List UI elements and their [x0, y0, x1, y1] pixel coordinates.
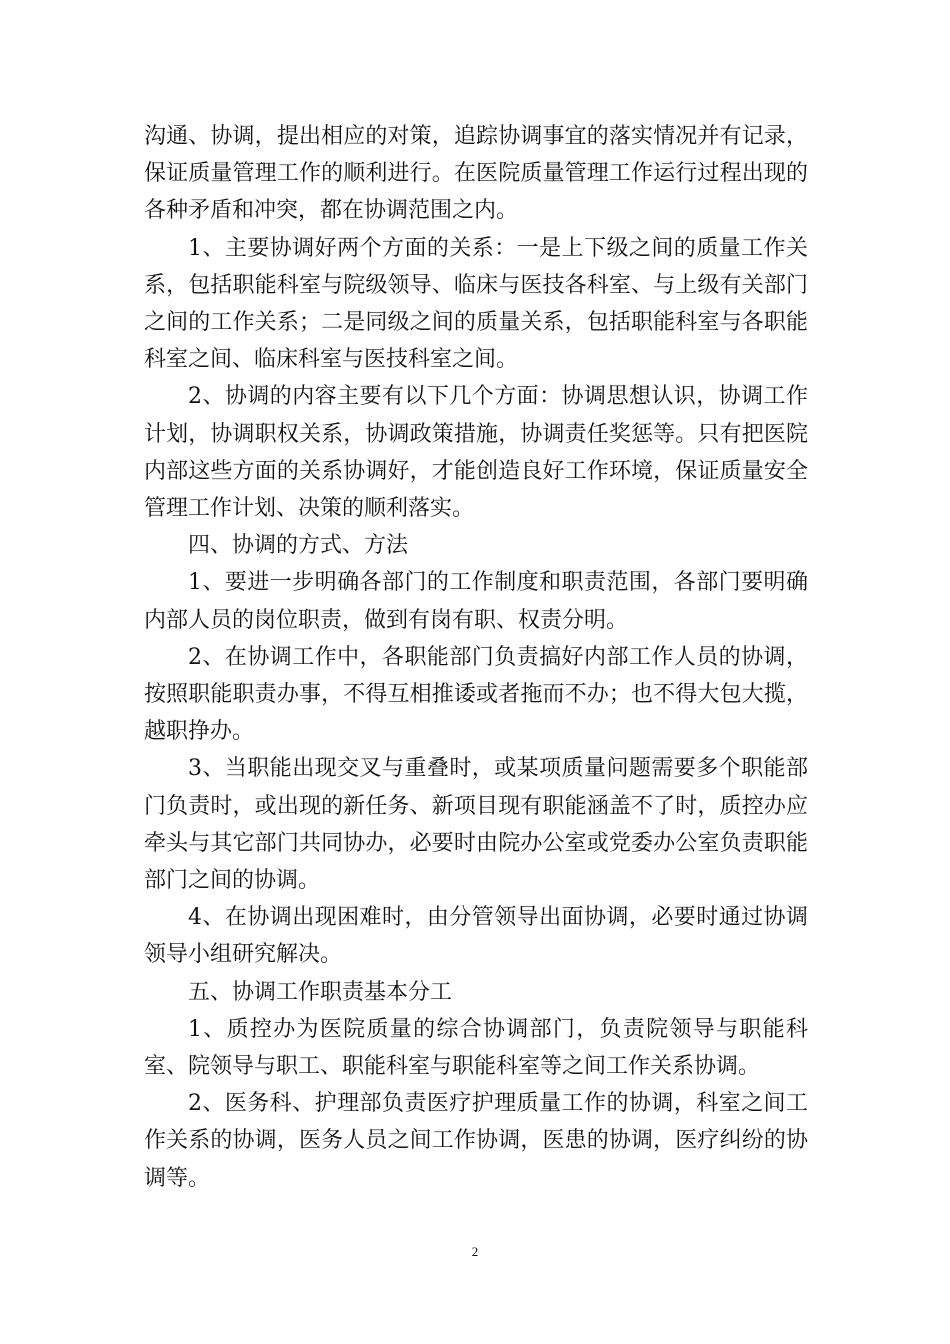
paragraph-item-4-2: 2、在协调工作中，各职能部门负责搞好内部工作人员的协调，按照职能职责办事，不得互相推诿或者拖而不办；也不得大包大揽，越职挣办。: [144, 644, 808, 745]
paragraph-item-1: 1、主要协调好两个方面的关系：一是上下级之间的质量工作关系，包括职能科室与院级领导、临床与医技各科室、与上级有关部门之间的工作关系；二是同级之间的质量关系，包括职能科室与各职能科室之间、临床科室与医技科室之间。: [144, 235, 808, 373]
paragraph-item-4-4: 4、在协调出现困难时，由分管领导出面协调，必要时通过协调领导小组研究解决。: [144, 905, 808, 968]
paragraph-item-5-1: 1、质控办为医院质量的综合协调部门，负责院领导与职能科室、院领导与职工、职能科室与职能科室等之间工作关系协调。: [144, 1016, 808, 1080]
paragraph-item-4-1: 1、要进一步明确各部门的工作制度和职责范围，各部门要明确内部人员的岗位职责，做到有岗有职、权责分明。: [144, 570, 808, 633]
section-heading-5: 五、协调工作职责基本分工: [188, 979, 453, 1005]
page-number: 2: [471, 1244, 479, 1259]
paragraph-item-5-2: 2、医务科、护理部负责医疗护理质量工作的协调，科室之间工作关系的协调，医务人员之间工作协调，医患的协调，医疗纠纷的协调等。: [144, 1091, 808, 1191]
document-body: [144, 118, 808, 1197]
paragraph-item-4-3: 3、当职能出现交叉与重叠时，或某项质量问题需要多个职能部门负责时，或出现的新任务、新项目现有职能涵盖不了时，质控办应牵头与其它部门共同协办，必要时由院办公室或党委办公室负责职能部门之间的协调。: [144, 756, 808, 894]
paragraph-continuation: 沟通、协调，提出相应的对策，追踪协调事宜的落实情况并有记录，保证质量管理工作的顺利进行。在医院质量管理工作运行过程出现的各种矛盾和冲突，都在协调范围之内。: [144, 124, 808, 224]
paragraph-item-2: 2、协调的内容主要有以下几个方面：协调思想认识，协调工作计划，协调职权关系，协调政策措施，协调责任奖惩等。只有把医院内部这些方面的关系协调好，才能创造良好工作环境，保证质量安全管理工作计划、决策的顺利落实。: [144, 384, 808, 522]
section-heading-4: 四、协调的方式、方法: [188, 533, 409, 559]
